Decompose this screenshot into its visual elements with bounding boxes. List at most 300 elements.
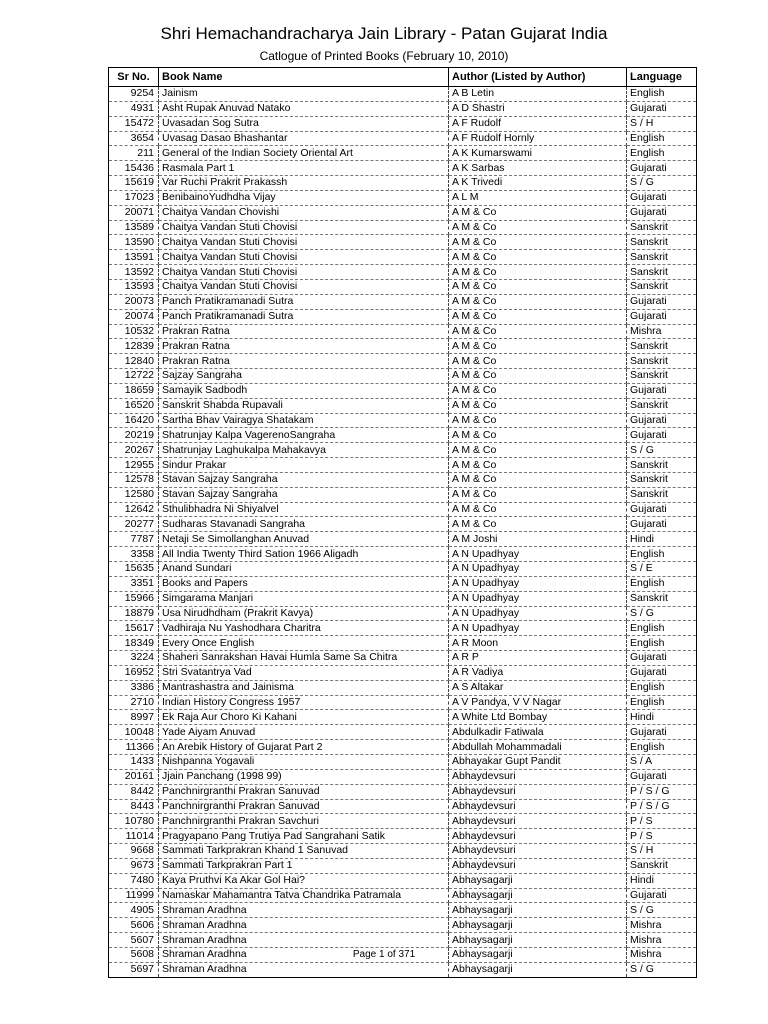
sr-no-cell: 7480 xyxy=(109,873,159,888)
table-row xyxy=(109,220,697,235)
sr-no-cell: 4905 xyxy=(109,903,159,918)
author-cell: A M & Co xyxy=(449,354,627,369)
book-name-cell: Stavan Sajzay Sangraha xyxy=(159,487,449,502)
table-row xyxy=(109,517,697,532)
sr-no-cell: 10048 xyxy=(109,725,159,740)
language-cell: S / H xyxy=(627,844,697,859)
author-cell: Abhaydevsuri xyxy=(449,769,627,784)
sr-no-cell: 5697 xyxy=(109,962,159,977)
book-name-cell: Chaitya Vandan Stuti Chovisi xyxy=(159,265,449,280)
book-name-cell: General of the Indian Society Oriental Art xyxy=(159,146,449,161)
table-row xyxy=(109,576,697,591)
language-cell: Sanskrit xyxy=(627,858,697,873)
language-cell: S / G xyxy=(627,443,697,458)
table-row xyxy=(109,443,697,458)
author-cell: A M & Co xyxy=(449,369,627,384)
book-name-cell: Chaitya Vandan Stuti Chovisi xyxy=(159,220,449,235)
language-cell: Gujarati xyxy=(627,769,697,784)
book-name-cell: Shraman Aradhna xyxy=(159,933,449,948)
table-row xyxy=(109,309,697,324)
language-cell: Mishra xyxy=(627,324,697,339)
language-cell: Gujarati xyxy=(627,294,697,309)
author-cell: Abdulkadir Fatiwala xyxy=(449,725,627,740)
table-row xyxy=(109,279,697,294)
document-title: Shri Hemachandracharya Jain Library - Patan Gujarat India xyxy=(160,24,608,43)
table-row xyxy=(109,413,697,428)
language-cell: Gujarati xyxy=(627,651,697,666)
book-name-cell: Simgarama Manjari xyxy=(159,591,449,606)
table-row xyxy=(109,131,697,146)
sr-no-cell: 12578 xyxy=(109,472,159,487)
author-cell: Abhaysagarji xyxy=(449,947,627,962)
book-name-cell: Stri Svatantrya Vad xyxy=(159,665,449,680)
book-name-cell: Chaitya Vandan Stuti Chovisi xyxy=(159,235,449,250)
language-cell: English xyxy=(627,547,697,562)
language-cell: Sanskrit xyxy=(627,235,697,250)
language-cell: Sanskrit xyxy=(627,369,697,384)
language-cell: English xyxy=(627,695,697,710)
book-name-cell: Shraman Aradhna xyxy=(159,947,449,962)
sr-no-cell: 11014 xyxy=(109,829,159,844)
catalogue-table xyxy=(108,67,697,978)
book-name-cell: Panchnirgranthi Prakran Savchuri xyxy=(159,814,449,829)
author-cell: A M & Co xyxy=(449,235,627,250)
table-row xyxy=(109,740,697,755)
sr-no-cell: 9254 xyxy=(109,87,159,102)
table-row xyxy=(109,844,697,859)
table-row xyxy=(109,606,697,621)
sr-no-cell: 1433 xyxy=(109,754,159,769)
author-cell: A N Upadhyay xyxy=(449,621,627,636)
table-row xyxy=(109,532,697,547)
book-name-cell: Namaskar Mahamantra Tatva Chandrika Patramala xyxy=(159,888,449,903)
table-row xyxy=(109,354,697,369)
book-name-cell: Panchnirgranthi Prakran Sanuvad xyxy=(159,799,449,814)
book-name-cell: An Arebik History of Gujarat Part 2 xyxy=(159,740,449,755)
sr-no-cell: 13591 xyxy=(109,250,159,265)
author-cell: A S Altakar xyxy=(449,680,627,695)
table-row xyxy=(109,205,697,220)
language-cell: S / G xyxy=(627,176,697,191)
book-name-cell: Anand Sundari xyxy=(159,562,449,577)
sr-no-cell: 15617 xyxy=(109,621,159,636)
table-row xyxy=(109,176,697,191)
language-cell: Gujarati xyxy=(627,161,697,176)
table-row xyxy=(109,665,697,680)
author-cell: A M & Co xyxy=(449,294,627,309)
book-name-cell: Sartha Bhav Vairagya Shatakam xyxy=(159,413,449,428)
table-row xyxy=(109,873,697,888)
language-cell: Sanskrit xyxy=(627,265,697,280)
author-cell: Abdullah Mohammadali xyxy=(449,740,627,755)
language-cell: S / G xyxy=(627,606,697,621)
table-row xyxy=(109,235,697,250)
language-cell: Gujarati xyxy=(627,517,697,532)
page-number: Page 1 of 371 xyxy=(352,949,416,960)
language-cell: Sanskrit xyxy=(627,220,697,235)
language-cell: Hindi xyxy=(627,710,697,725)
book-name-cell: Uvasag Dasao Bhashantar xyxy=(159,131,449,146)
language-cell: Sanskrit xyxy=(627,339,697,354)
language-cell: Gujarati xyxy=(627,665,697,680)
author-cell: A N Upadhyay xyxy=(449,576,627,591)
author-cell: Abhaysagarji xyxy=(449,903,627,918)
book-name-cell: Chaitya Vandan Stuti Chovisi xyxy=(159,279,449,294)
book-name-cell: Usa Nirudhdham (Prakrit Kavya) xyxy=(159,606,449,621)
table-row xyxy=(109,265,697,280)
sr-no-cell: 12642 xyxy=(109,502,159,517)
author-cell: Abhaysagarji xyxy=(449,888,627,903)
sr-no-cell: 13589 xyxy=(109,220,159,235)
book-name-cell: Uvasadan Sog Sutra xyxy=(159,116,449,131)
sr-no-cell: 9668 xyxy=(109,844,159,859)
sr-no-cell: 16420 xyxy=(109,413,159,428)
book-name-cell: Ek Raja Aur Choro Ki Kahani xyxy=(159,710,449,725)
table-row xyxy=(109,398,697,413)
language-cell: Gujarati xyxy=(627,383,697,398)
sr-no-cell: 10780 xyxy=(109,814,159,829)
author-cell: Abhaydevsuri xyxy=(449,858,627,873)
language-cell: Gujarati xyxy=(627,725,697,740)
language-cell: Mishra xyxy=(627,918,697,933)
author-cell: A M & Co xyxy=(449,309,627,324)
author-cell: A M & Co xyxy=(449,487,627,502)
sr-no-cell: 20267 xyxy=(109,443,159,458)
sr-no-cell: 8442 xyxy=(109,784,159,799)
language-cell: English xyxy=(627,621,697,636)
author-cell: A L M xyxy=(449,190,627,205)
sr-no-cell: 20073 xyxy=(109,294,159,309)
table-row xyxy=(109,101,697,116)
author-cell: Abhaysagarji xyxy=(449,918,627,933)
book-name-cell: Sajzay Sangraha xyxy=(159,369,449,384)
sr-no-cell: 12955 xyxy=(109,458,159,473)
table-row xyxy=(109,87,697,102)
table-row xyxy=(109,547,697,562)
table-row xyxy=(109,784,697,799)
author-cell: A M & Co xyxy=(449,502,627,517)
sr-no-cell: 7787 xyxy=(109,532,159,547)
language-cell: English xyxy=(627,636,697,651)
author-cell: A M & Co xyxy=(449,220,627,235)
sr-no-cell: 16952 xyxy=(109,665,159,680)
table-row xyxy=(109,502,697,517)
table-row xyxy=(109,754,697,769)
table-row xyxy=(109,116,697,131)
author-cell: A B Letin xyxy=(449,87,627,102)
language-cell: English xyxy=(627,146,697,161)
language-cell: S / G xyxy=(627,962,697,977)
language-cell: Sanskrit xyxy=(627,398,697,413)
book-name-cell: Stavan Sajzay Sangraha xyxy=(159,472,449,487)
sr-no-cell: 18659 xyxy=(109,383,159,398)
table-row xyxy=(109,487,697,502)
author-cell: A R Vadiya xyxy=(449,665,627,680)
language-cell: English xyxy=(627,680,697,695)
sr-no-cell: 9673 xyxy=(109,858,159,873)
author-cell: A R P xyxy=(449,651,627,666)
document-subtitle: Catlogue of Printed Books (February 10, 2010) xyxy=(259,49,509,63)
book-name-cell: Panch Pratikramanadi Sutra xyxy=(159,309,449,324)
language-cell: P / S xyxy=(627,829,697,844)
table-row xyxy=(109,591,697,606)
sr-no-cell: 12839 xyxy=(109,339,159,354)
header-language: Language xyxy=(627,68,697,87)
author-cell: A K Trivedi xyxy=(449,176,627,191)
table-row xyxy=(109,190,697,205)
language-cell: Sanskrit xyxy=(627,279,697,294)
sr-no-cell: 20219 xyxy=(109,428,159,443)
book-name-cell: Chaitya Vandan Chovishi xyxy=(159,205,449,220)
author-cell: A M & Co xyxy=(449,205,627,220)
sr-no-cell: 12840 xyxy=(109,354,159,369)
book-name-cell: Prakran Ratna xyxy=(159,354,449,369)
book-name-cell: Sthulibhadra Ni Shiyalvel xyxy=(159,502,449,517)
table-row xyxy=(109,651,697,666)
author-cell: A F Rudolf Hornly xyxy=(449,131,627,146)
book-name-cell: Jjain Panchang (1998 99) xyxy=(159,769,449,784)
author-cell: A M & Co xyxy=(449,443,627,458)
sr-no-cell: 15436 xyxy=(109,161,159,176)
language-cell: S / G xyxy=(627,903,697,918)
sr-no-cell: 20277 xyxy=(109,517,159,532)
table-row xyxy=(109,799,697,814)
table-row xyxy=(109,324,697,339)
table-row xyxy=(109,858,697,873)
author-cell: A M & Co xyxy=(449,517,627,532)
table-row xyxy=(109,962,697,977)
sr-no-cell: 3386 xyxy=(109,680,159,695)
table-row xyxy=(109,383,697,398)
sr-no-cell: 13590 xyxy=(109,235,159,250)
language-cell: Hindi xyxy=(627,873,697,888)
sr-no-cell: 17023 xyxy=(109,190,159,205)
language-cell: English xyxy=(627,131,697,146)
author-cell: Abhaydevsuri xyxy=(449,814,627,829)
table-row xyxy=(109,695,697,710)
author-cell: Abhaysagarji xyxy=(449,873,627,888)
author-cell: A M & Co xyxy=(449,398,627,413)
sr-no-cell: 3224 xyxy=(109,651,159,666)
sr-no-cell: 13593 xyxy=(109,279,159,294)
book-name-cell: Yade Aiyam Anuvad xyxy=(159,725,449,740)
sr-no-cell: 20161 xyxy=(109,769,159,784)
sr-no-cell: 11366 xyxy=(109,740,159,755)
author-cell: A M & Co xyxy=(449,339,627,354)
language-cell: P / S / G xyxy=(627,784,697,799)
sr-no-cell: 13592 xyxy=(109,265,159,280)
language-cell: Sanskrit xyxy=(627,472,697,487)
book-name-cell: Shaheri Sanrakshan Havai Humla Same Sa Chitra xyxy=(159,651,449,666)
author-cell: A M & Co xyxy=(449,324,627,339)
author-cell: A N Upadhyay xyxy=(449,562,627,577)
book-name-cell: Samayik Sadbodh xyxy=(159,383,449,398)
language-cell: English xyxy=(627,740,697,755)
sr-no-cell: 5606 xyxy=(109,918,159,933)
author-cell: Abhaydevsuri xyxy=(449,799,627,814)
author-cell: A N Upadhyay xyxy=(449,606,627,621)
author-cell: A K Kumarswami xyxy=(449,146,627,161)
book-name-cell: Chaitya Vandan Stuti Chovisi xyxy=(159,250,449,265)
author-cell: A M & Co xyxy=(449,428,627,443)
book-name-cell: Netaji Se Simollanghan Anuvad xyxy=(159,532,449,547)
author-cell: A M & Co xyxy=(449,250,627,265)
language-cell: Hindi xyxy=(627,532,697,547)
book-name-cell: Shatrunjay Kalpa VagerenoSangraha xyxy=(159,428,449,443)
language-cell: Gujarati xyxy=(627,502,697,517)
author-cell: A N Upadhyay xyxy=(449,547,627,562)
book-name-cell: Asht Rupak Anuvad Natako xyxy=(159,101,449,116)
table-row xyxy=(109,636,697,651)
book-name-cell: Nishpanna Yogavali xyxy=(159,754,449,769)
author-cell: A M & Co xyxy=(449,458,627,473)
table-row xyxy=(109,903,697,918)
table-row xyxy=(109,369,697,384)
table-row xyxy=(109,161,697,176)
sr-no-cell: 3358 xyxy=(109,547,159,562)
language-cell: Mishra xyxy=(627,947,697,962)
sr-no-cell: 8443 xyxy=(109,799,159,814)
language-cell: S / H xyxy=(627,116,697,131)
book-name-cell: Sudharas Stavanadi Sangraha xyxy=(159,517,449,532)
book-name-cell: Shraman Aradhna xyxy=(159,918,449,933)
author-cell: A F Rudolf xyxy=(449,116,627,131)
table-row xyxy=(109,680,697,695)
book-name-cell: Sammati Tarkprakran Part 1 xyxy=(159,858,449,873)
author-cell: A N Upadhyay xyxy=(449,591,627,606)
sr-no-cell: 12722 xyxy=(109,369,159,384)
header-book-name: Book Name xyxy=(159,68,449,87)
author-cell: A V Pandya, V V Nagar xyxy=(449,695,627,710)
book-name-cell: Sindur Prakar xyxy=(159,458,449,473)
book-name-cell: Panch Pratikramanadi Sutra xyxy=(159,294,449,309)
language-cell: P / S xyxy=(627,814,697,829)
author-cell: A M Joshi xyxy=(449,532,627,547)
author-cell: Abhaydevsuri xyxy=(449,844,627,859)
language-cell: English xyxy=(627,87,697,102)
language-cell: Sanskrit xyxy=(627,591,697,606)
table-row xyxy=(109,428,697,443)
language-cell: Gujarati xyxy=(627,428,697,443)
sr-no-cell: 18349 xyxy=(109,636,159,651)
sr-no-cell: 12580 xyxy=(109,487,159,502)
book-name-cell: Rasmala Part 1 xyxy=(159,161,449,176)
table-row xyxy=(109,472,697,487)
table-row xyxy=(109,250,697,265)
sr-no-cell: 2710 xyxy=(109,695,159,710)
sr-no-cell: 11999 xyxy=(109,888,159,903)
language-cell: Gujarati xyxy=(627,101,697,116)
book-name-cell: Indian History Congress 1957 xyxy=(159,695,449,710)
table-row xyxy=(109,710,697,725)
book-name-cell: Shraman Aradhna xyxy=(159,962,449,977)
author-cell: Abhaydevsuri xyxy=(449,829,627,844)
sr-no-cell: 20074 xyxy=(109,309,159,324)
author-cell: A M & Co xyxy=(449,383,627,398)
sr-no-cell: 3351 xyxy=(109,576,159,591)
author-cell: A M & Co xyxy=(449,413,627,428)
book-name-cell: Kaya Pruthvi Ka Akar Gol Hai? xyxy=(159,873,449,888)
sr-no-cell: 16520 xyxy=(109,398,159,413)
table-row xyxy=(109,769,697,784)
sr-no-cell: 5607 xyxy=(109,933,159,948)
language-cell: Sanskrit xyxy=(627,250,697,265)
book-name-cell: Books and Papers xyxy=(159,576,449,591)
table-row xyxy=(109,339,697,354)
book-name-cell: Mantrashastra and Jainisma xyxy=(159,680,449,695)
book-name-cell: Pragyapano Pang Trutiya Pad Sangrahani Satik xyxy=(159,829,449,844)
header-sr-no: Sr No. xyxy=(109,68,159,87)
author-cell: Abhaysagarji xyxy=(449,933,627,948)
table-row xyxy=(109,294,697,309)
author-cell: Abhayakar Gupt Pandit xyxy=(449,754,627,769)
language-cell: Mishra xyxy=(627,933,697,948)
author-cell: Abhaydevsuri xyxy=(449,784,627,799)
language-cell: S / A xyxy=(627,754,697,769)
book-name-cell: Panchnirgranthi Prakran Sanuvad xyxy=(159,784,449,799)
sr-no-cell: 20071 xyxy=(109,205,159,220)
sr-no-cell: 4931 xyxy=(109,101,159,116)
book-name-cell: All India Twenty Third Sation 1966 Aligadh xyxy=(159,547,449,562)
sr-no-cell: 15619 xyxy=(109,176,159,191)
book-name-cell: Var Ruchi Prakrit Prakassh xyxy=(159,176,449,191)
language-cell: Gujarati xyxy=(627,190,697,205)
book-name-cell: Every Once English xyxy=(159,636,449,651)
language-cell: Sanskrit xyxy=(627,487,697,502)
author-cell: A M & Co xyxy=(449,279,627,294)
author-cell: A K Sarbas xyxy=(449,161,627,176)
header-author: Author (Listed by Author) xyxy=(449,68,627,87)
sr-no-cell: 211 xyxy=(109,146,159,161)
language-cell: Gujarati xyxy=(627,413,697,428)
author-cell: A White Ltd Bombay xyxy=(449,710,627,725)
language-cell: Gujarati xyxy=(627,309,697,324)
sr-no-cell: 10532 xyxy=(109,324,159,339)
author-cell: Abhaysagarji xyxy=(449,962,627,977)
book-name-cell: Sammati Tarkprakran Khand 1 Sanuvad xyxy=(159,844,449,859)
book-name-cell: Vadhiraja Nu Yashodhara Charitra xyxy=(159,621,449,636)
language-cell: Sanskrit xyxy=(627,354,697,369)
table-header-row xyxy=(109,68,697,87)
table-row xyxy=(109,888,697,903)
book-name-cell: Prakran Ratna xyxy=(159,324,449,339)
book-name-cell: Shraman Aradhna xyxy=(159,903,449,918)
table-row xyxy=(109,918,697,933)
table-row xyxy=(109,725,697,740)
author-cell: A M & Co xyxy=(449,472,627,487)
language-cell: P / S / G xyxy=(627,799,697,814)
sr-no-cell: 15966 xyxy=(109,591,159,606)
book-name-cell: Jainism xyxy=(159,87,449,102)
table-row xyxy=(109,829,697,844)
sr-no-cell: 3654 xyxy=(109,131,159,146)
table-row xyxy=(109,146,697,161)
sr-no-cell: 18879 xyxy=(109,606,159,621)
book-name-cell: Prakran Ratna xyxy=(159,339,449,354)
table-row xyxy=(109,814,697,829)
table-row xyxy=(109,621,697,636)
book-name-cell: Sanskrit Shabda Rupavali xyxy=(159,398,449,413)
language-cell: English xyxy=(627,576,697,591)
table-row xyxy=(109,562,697,577)
language-cell: S / E xyxy=(627,562,697,577)
author-cell: A D Shastri xyxy=(449,101,627,116)
language-cell: Sanskrit xyxy=(627,458,697,473)
language-cell: Gujarati xyxy=(627,888,697,903)
table-row xyxy=(109,933,697,948)
sr-no-cell: 15635 xyxy=(109,562,159,577)
sr-no-cell: 5608 xyxy=(109,947,159,962)
